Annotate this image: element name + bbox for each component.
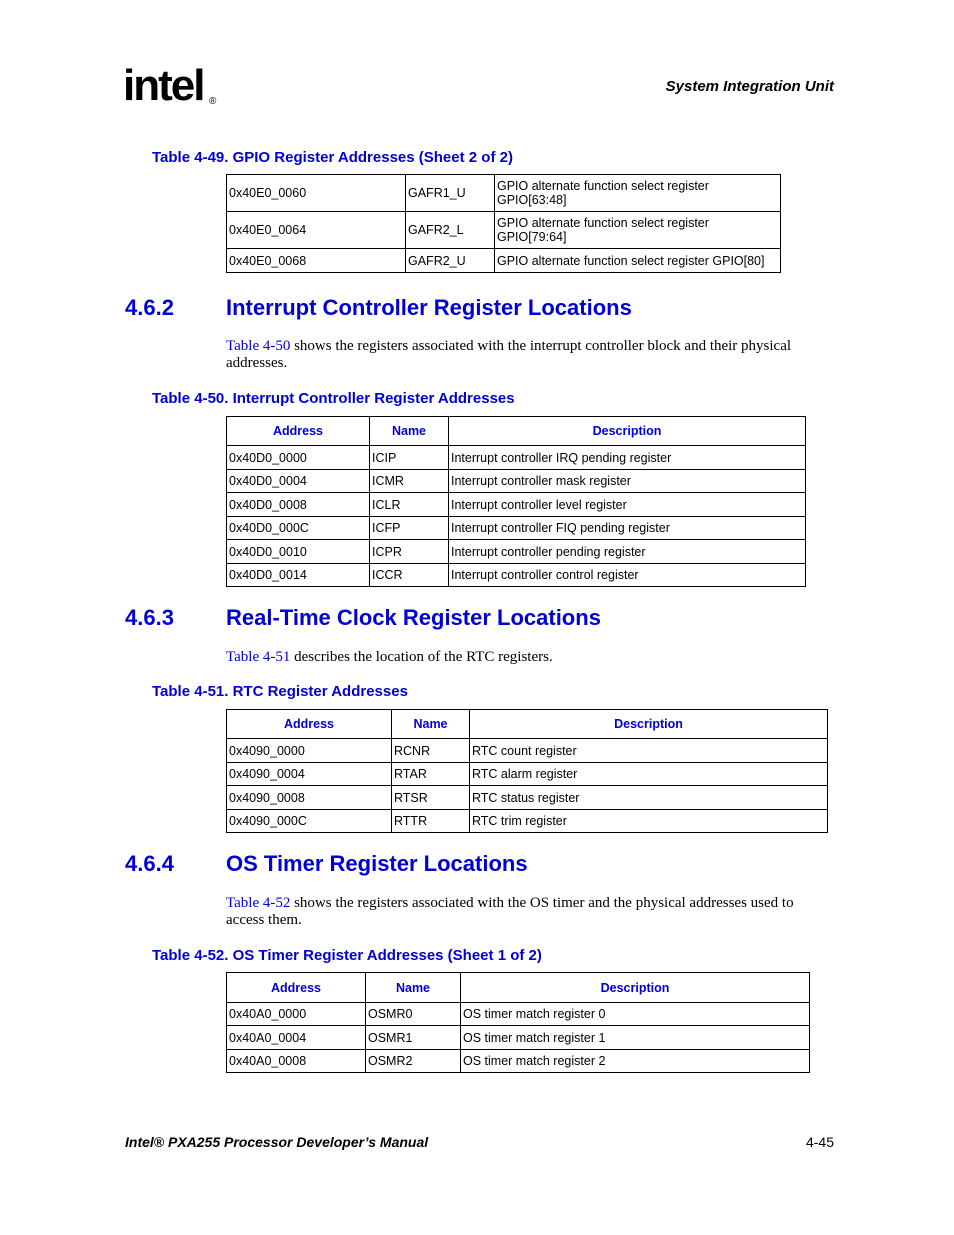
table-49-caption: Table 4-49. GPIO Register Addresses (Sheet 2 of 2) (152, 149, 513, 166)
address-cell: 0x40D0_000C (227, 517, 370, 540)
description-cell: GPIO alternate function select register GPIO[63:48] (495, 175, 781, 212)
address-cell: 0x40E0_0064 (227, 212, 406, 249)
address-cell: 0x40D0_0010 (227, 540, 370, 564)
description-cell: Interrupt controller pending register (449, 540, 806, 564)
table-header-row (227, 417, 806, 446)
footer-page-number: 4-45 (805, 1134, 834, 1150)
table-link[interactable]: Table 4-51 (226, 649, 291, 665)
name-cell: ICIP (370, 446, 449, 470)
description-cell: RTC status register (470, 786, 828, 810)
name-cell: ICPR (370, 540, 449, 564)
table-row (227, 470, 806, 493)
section-heading-4-6-3: 4.6.3 Real-Time Clock Register Locations (125, 605, 601, 630)
description-cell: OS timer match register 1 (461, 1026, 810, 1050)
table-row (227, 739, 828, 763)
description-cell: OS timer match register 0 (461, 1003, 810, 1026)
name-cell: OSMR0 (366, 1003, 461, 1026)
name-cell: RTSR (392, 786, 470, 810)
description-cell: Interrupt controller level register (449, 493, 806, 517)
description-cell: Interrupt controller mask register (449, 470, 806, 493)
paragraph-4-6-2: Table 4-50 shows the registers associated with the interrupt controller block and their physical addresses. (226, 338, 792, 371)
table-row (227, 1003, 810, 1026)
table-51-caption: Table 4-51. RTC Register Addresses (152, 683, 408, 700)
name-cell: RTTR (392, 810, 470, 833)
name-header: Name (366, 973, 461, 1003)
address-cell: 0x40D0_0004 (227, 470, 370, 493)
table-link[interactable]: Table 4-52 (226, 895, 291, 911)
description-header: Description (470, 710, 828, 739)
name-header: Name (370, 417, 449, 446)
name-cell: RTAR (392, 763, 470, 786)
address-header: Address (227, 710, 392, 739)
table-row (227, 175, 781, 212)
address-cell: 0x40D0_0008 (227, 493, 370, 517)
address-cell: 0x4090_0004 (227, 763, 392, 786)
description-header: Description (461, 973, 810, 1003)
name-cell: OSMR2 (366, 1050, 461, 1073)
intel-logo-text: intel (123, 61, 204, 110)
table-row (227, 249, 781, 273)
address-cell: 0x40D0_0014 (227, 564, 370, 587)
table-50-caption: Table 4-50. Interrupt Controller Register Addresses (152, 390, 515, 407)
description-cell: GPIO alternate function select register GPIO[79:64] (495, 212, 781, 249)
registered-mark: ® (209, 96, 217, 107)
description-cell: OS timer match register 2 (461, 1050, 810, 1073)
address-cell: 0x40A0_0008 (227, 1050, 366, 1073)
table-header-row (227, 973, 810, 1003)
address-cell: 0x4090_0008 (227, 786, 392, 810)
table-52-caption: Table 4-52. OS Timer Register Addresses (Sheet 1 of 2) (152, 947, 542, 964)
name-cell: RCNR (392, 739, 470, 763)
description-header: Description (449, 417, 806, 446)
table-link[interactable]: Table 4-50 (226, 338, 291, 354)
paragraph-4-6-4: Table 4-52 shows the registers associated with the OS timer and the physical addresses used to access them. (226, 895, 794, 928)
name-cell: ICMR (370, 470, 449, 493)
table-row (227, 446, 806, 470)
address-header: Address (227, 973, 366, 1003)
name-cell: GAFR1_U (406, 175, 495, 212)
table-51 (226, 709, 828, 833)
table-row (227, 1026, 810, 1050)
table-50 (226, 416, 806, 587)
table-row (227, 493, 806, 517)
table-header-row (227, 710, 828, 739)
name-cell: ICFP (370, 517, 449, 540)
table-52 (226, 972, 810, 1073)
table-row (227, 763, 828, 786)
intel-logo (123, 60, 223, 118)
address-cell: 0x40E0_0060 (227, 175, 406, 212)
address-header: Address (227, 417, 370, 446)
description-cell: RTC count register (470, 739, 828, 763)
name-cell: GAFR2_L (406, 212, 495, 249)
table-row (227, 810, 828, 833)
section-heading-4-6-2: 4.6.2 Interrupt Controller Register Locations (125, 295, 632, 320)
address-cell: 0x4090_000C (227, 810, 392, 833)
table-row (227, 786, 828, 810)
address-cell: 0x40D0_0000 (227, 446, 370, 470)
name-cell: GAFR2_U (406, 249, 495, 273)
table-49 (226, 174, 781, 273)
footer-manual-title: Intel® PXA255 Processor Developer’s Manual (125, 1134, 429, 1150)
address-cell: 0x4090_0000 (227, 739, 392, 763)
description-cell: Interrupt controller control register (449, 564, 806, 587)
name-cell: ICLR (370, 493, 449, 517)
running-header: System Integration Unit (665, 78, 834, 95)
table-row (227, 1050, 810, 1073)
table-row (227, 564, 806, 587)
name-cell: OSMR1 (366, 1026, 461, 1050)
description-cell: RTC alarm register (470, 763, 828, 786)
paragraph-4-6-3: Table 4-51 describes the location of the RTC registers. (226, 649, 553, 665)
address-cell: 0x40A0_0004 (227, 1026, 366, 1050)
table-row (227, 517, 806, 540)
section-heading-4-6-4: 4.6.4 OS Timer Register Locations (125, 851, 528, 876)
description-cell: GPIO alternate function select register GPIO[80] (495, 249, 781, 273)
table-row (227, 212, 781, 249)
address-cell: 0x40E0_0068 (227, 249, 406, 273)
description-cell: Interrupt controller IRQ pending register (449, 446, 806, 470)
description-cell: Interrupt controller FIQ pending register (449, 517, 806, 540)
description-cell: RTC trim register (470, 810, 828, 833)
name-header: Name (392, 710, 470, 739)
name-cell: ICCR (370, 564, 449, 587)
table-row (227, 540, 806, 564)
address-cell: 0x40A0_0000 (227, 1003, 366, 1026)
